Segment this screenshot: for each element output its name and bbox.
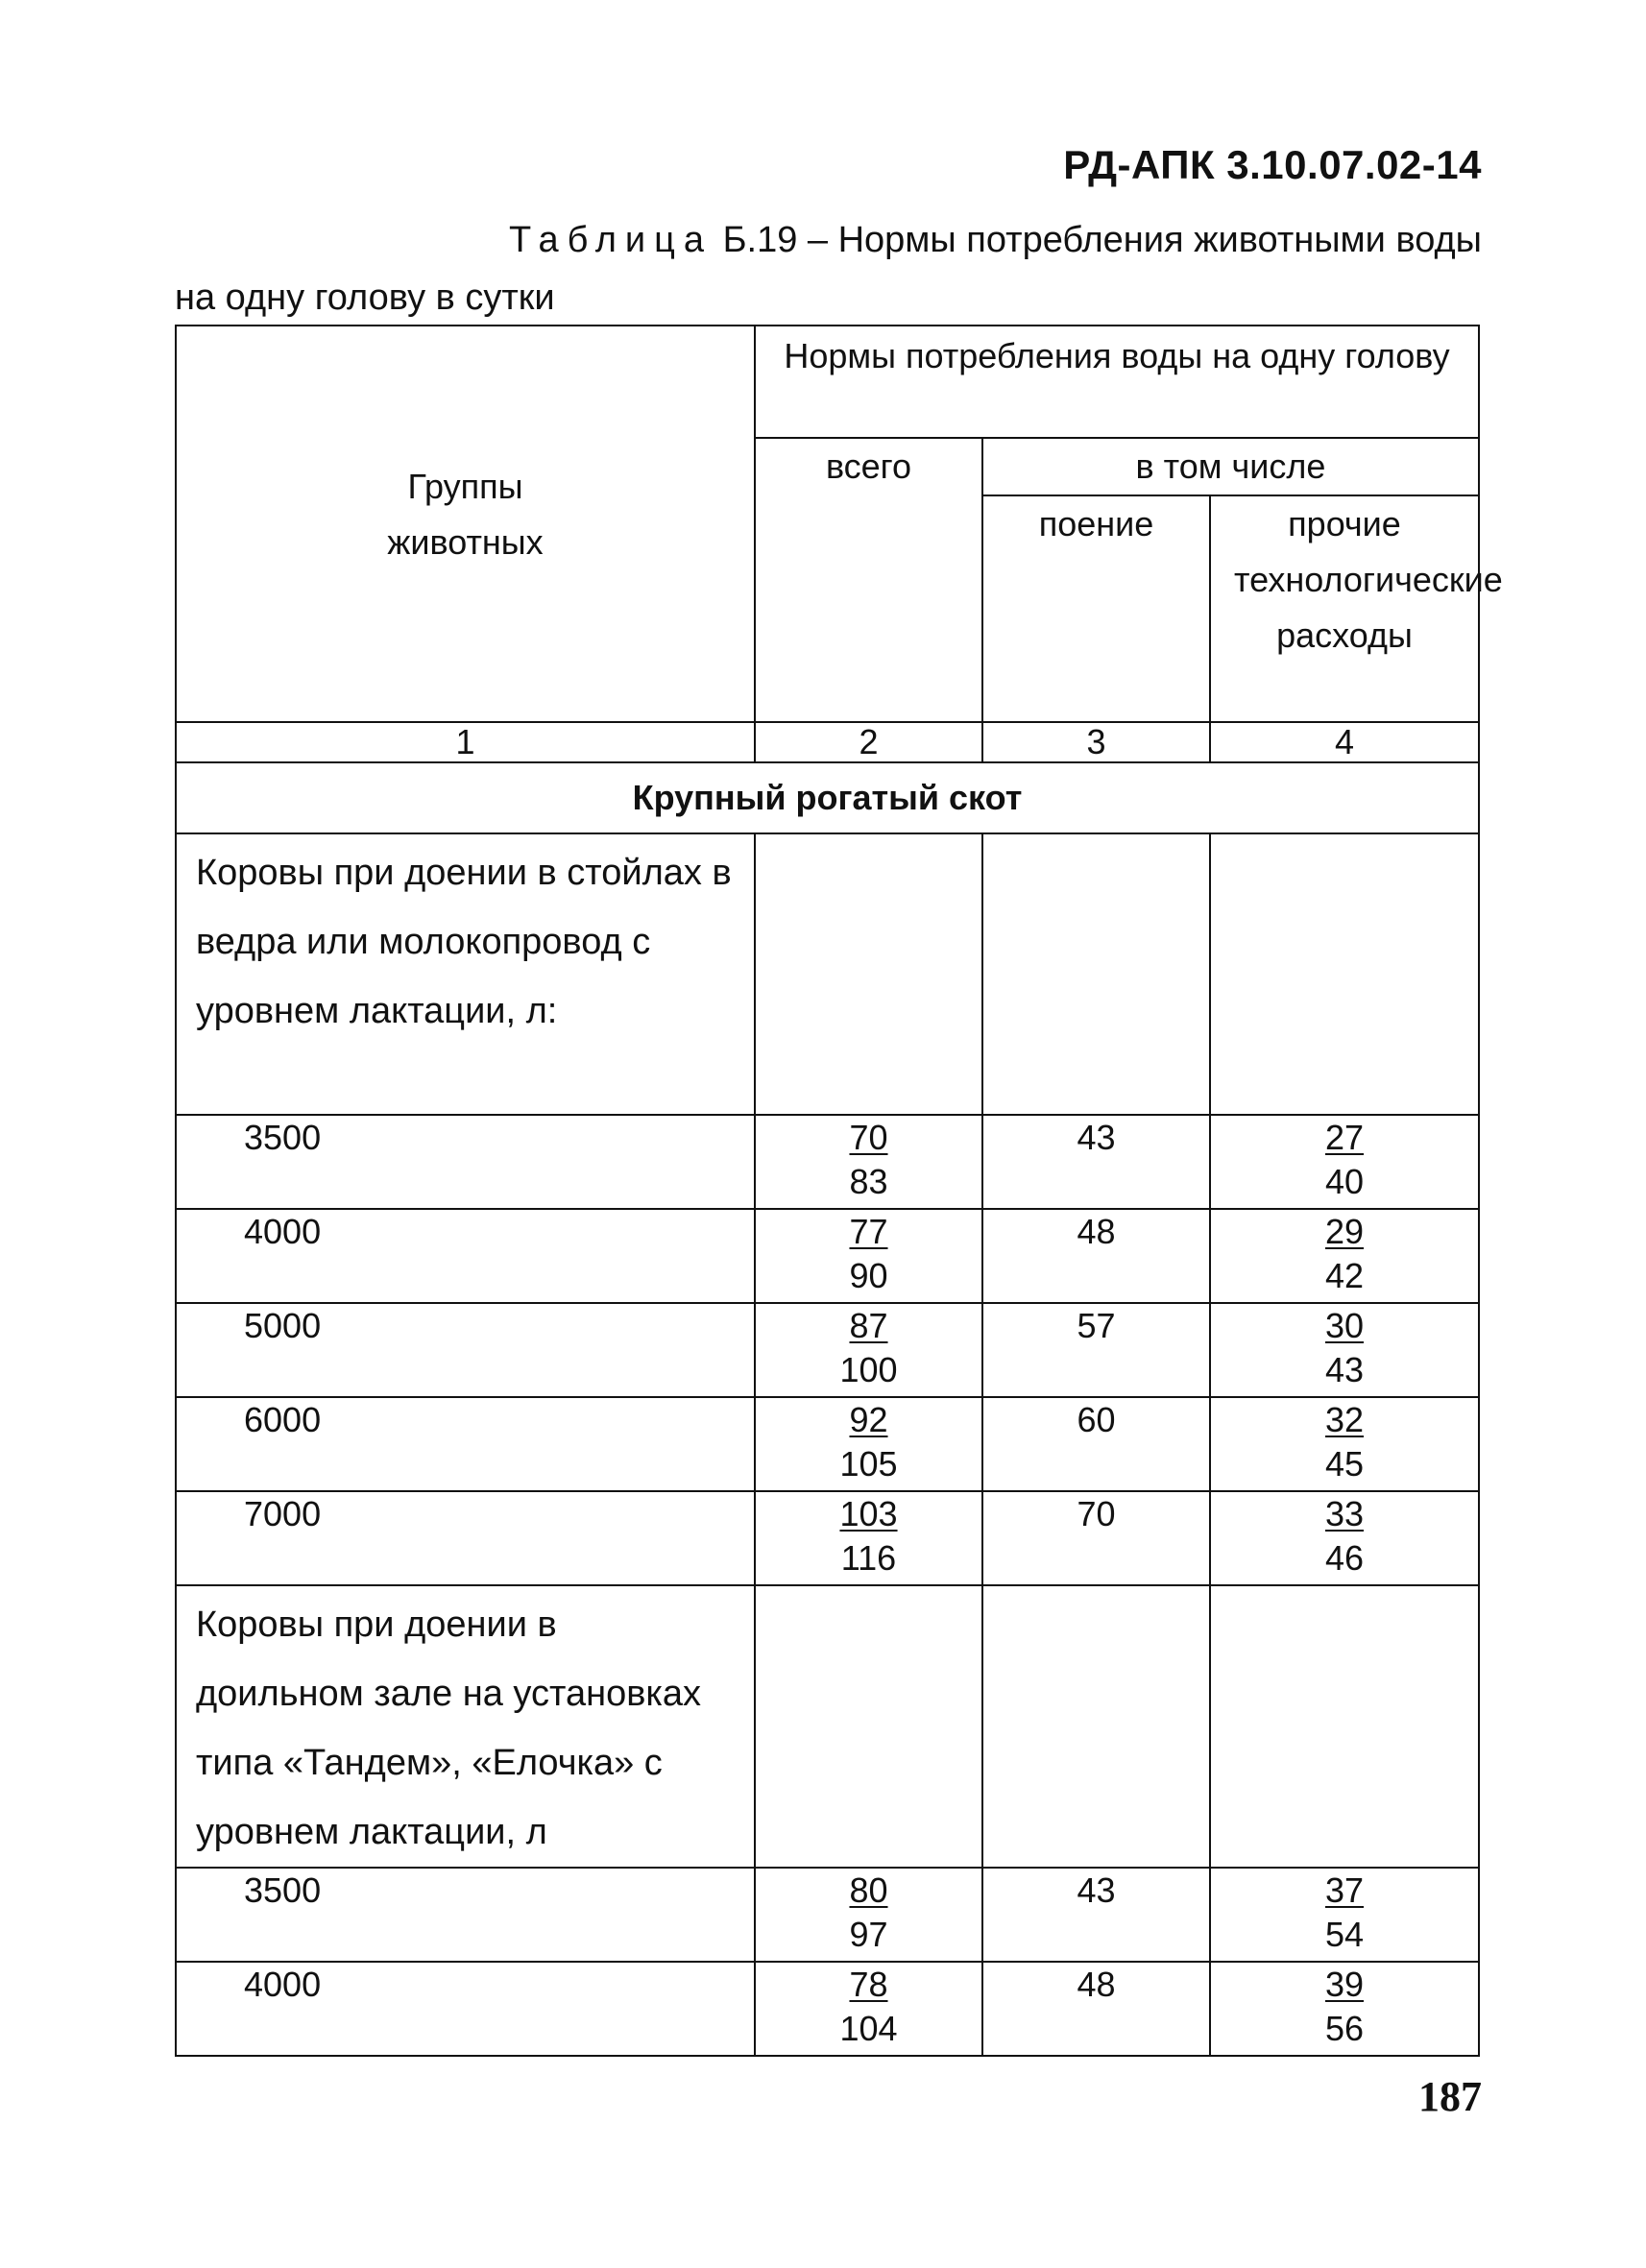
other-numerator: 33 [1324, 1494, 1365, 1533]
total-denominator: 100 [839, 1350, 898, 1389]
lactation-level: 7000 [176, 1491, 755, 1585]
drinking-cell: 48 [982, 1962, 1210, 2056]
page-number: 187 [1418, 2073, 1482, 2120]
column-number: 1 [176, 722, 755, 762]
table-row [176, 1962, 1479, 2056]
other-denominator: 56 [1324, 2009, 1365, 2048]
total-numerator: 92 [849, 1400, 888, 1439]
table-row [176, 1397, 1479, 1491]
total-denominator: 83 [849, 1162, 888, 1201]
other-cell [1210, 1115, 1479, 1209]
other-denominator: 54 [1324, 1915, 1365, 1954]
group-description: Коровы при доении в стойлах в ведра или молокопровод с уровнем лактации, л: [176, 833, 755, 1115]
total-denominator: 116 [840, 1538, 897, 1578]
lactation-level: 4000 [176, 1209, 755, 1303]
document-code: РД-АПК 3.10.07.02-14 [1063, 142, 1482, 187]
total-cell [755, 1397, 982, 1491]
total-denominator: 105 [839, 1444, 898, 1484]
header-total: всего [755, 438, 982, 722]
empty-cell [1210, 1585, 1479, 1868]
section-row [176, 762, 1479, 833]
table-row [176, 1303, 1479, 1397]
header-drinking: поение [982, 495, 1210, 722]
column-number: 2 [755, 722, 982, 762]
lactation-level: 3500 [176, 1868, 755, 1962]
other-numerator: 29 [1324, 1212, 1365, 1251]
header-other-expenses: прочие технологические расходы [1210, 495, 1479, 722]
column-number-row [176, 722, 1479, 762]
other-numerator: 27 [1324, 1118, 1365, 1157]
header-water-norms: Нормы потребления воды на одну голову [755, 326, 1479, 438]
other-cell [1210, 1303, 1479, 1397]
total-numerator: 80 [849, 1870, 888, 1910]
header-animal-groups: Группы животных [176, 326, 755, 722]
total-cell [755, 1303, 982, 1397]
drinking-cell: 60 [982, 1397, 1210, 1491]
total-numerator: 103 [839, 1494, 898, 1533]
table-caption-line2: на одну голову в сутки [175, 277, 555, 318]
empty-cell [755, 1585, 982, 1868]
total-denominator: 104 [839, 2009, 898, 2048]
drinking-cell: 48 [982, 1209, 1210, 1303]
total-denominator: 97 [849, 1915, 888, 1954]
empty-cell [755, 833, 982, 1115]
lactation-level: 3500 [176, 1115, 755, 1209]
group-description: Коровы при доении в доильном зале на установках типа «Тандем», «Елочка» с уровнем лактации, л [176, 1585, 755, 1868]
empty-cell [982, 1585, 1210, 1868]
total-cell [755, 1209, 982, 1303]
total-numerator: 78 [849, 1965, 888, 2004]
total-cell [755, 1868, 982, 1962]
other-denominator: 45 [1324, 1444, 1365, 1484]
other-numerator: 37 [1324, 1870, 1365, 1910]
other-numerator: 32 [1324, 1400, 1365, 1439]
total-numerator: 70 [849, 1118, 888, 1157]
table-row [176, 1209, 1479, 1303]
other-cell [1210, 1962, 1479, 2056]
header-including: в том числе [982, 438, 1479, 495]
group-description-row [176, 1585, 1479, 1868]
empty-cell [1210, 833, 1479, 1115]
lactation-level: 5000 [176, 1303, 755, 1397]
drinking-cell: 57 [982, 1303, 1210, 1397]
other-cell [1210, 1491, 1479, 1585]
section-title: Крупный рогатый скот [176, 762, 1479, 833]
table-caption-title: Б.19 – Нормы потребления животными воды [722, 220, 1482, 260]
drinking-cell: 43 [982, 1868, 1210, 1962]
column-number: 3 [982, 722, 1210, 762]
total-cell [755, 1491, 982, 1585]
total-denominator: 90 [849, 1256, 888, 1295]
column-number: 4 [1210, 722, 1479, 762]
table-row [176, 1868, 1479, 1962]
table-caption-line1 [175, 219, 1482, 261]
table-row [176, 1491, 1479, 1585]
other-denominator: 43 [1324, 1350, 1365, 1389]
total-cell [755, 1962, 982, 2056]
other-denominator: 46 [1324, 1538, 1365, 1578]
total-numerator: 87 [849, 1306, 888, 1345]
drinking-cell: 43 [982, 1115, 1210, 1209]
total-numerator: 77 [849, 1212, 888, 1251]
other-cell [1210, 1397, 1479, 1491]
lactation-level: 4000 [176, 1962, 755, 2056]
table-caption-prefix: Таблица [509, 220, 714, 260]
water-norms-table [175, 325, 1503, 2057]
other-cell [1210, 1209, 1479, 1303]
drinking-cell: 70 [982, 1491, 1210, 1585]
other-cell [1210, 1868, 1479, 1962]
group-description-row [176, 833, 1479, 1115]
lactation-level: 6000 [176, 1397, 755, 1491]
empty-cell [982, 833, 1210, 1115]
other-numerator: 30 [1324, 1306, 1365, 1345]
other-denominator: 40 [1324, 1162, 1365, 1201]
other-numerator: 39 [1324, 1965, 1365, 2004]
total-cell [755, 1115, 982, 1209]
table-row [176, 1115, 1479, 1209]
other-denominator: 42 [1324, 1256, 1365, 1295]
